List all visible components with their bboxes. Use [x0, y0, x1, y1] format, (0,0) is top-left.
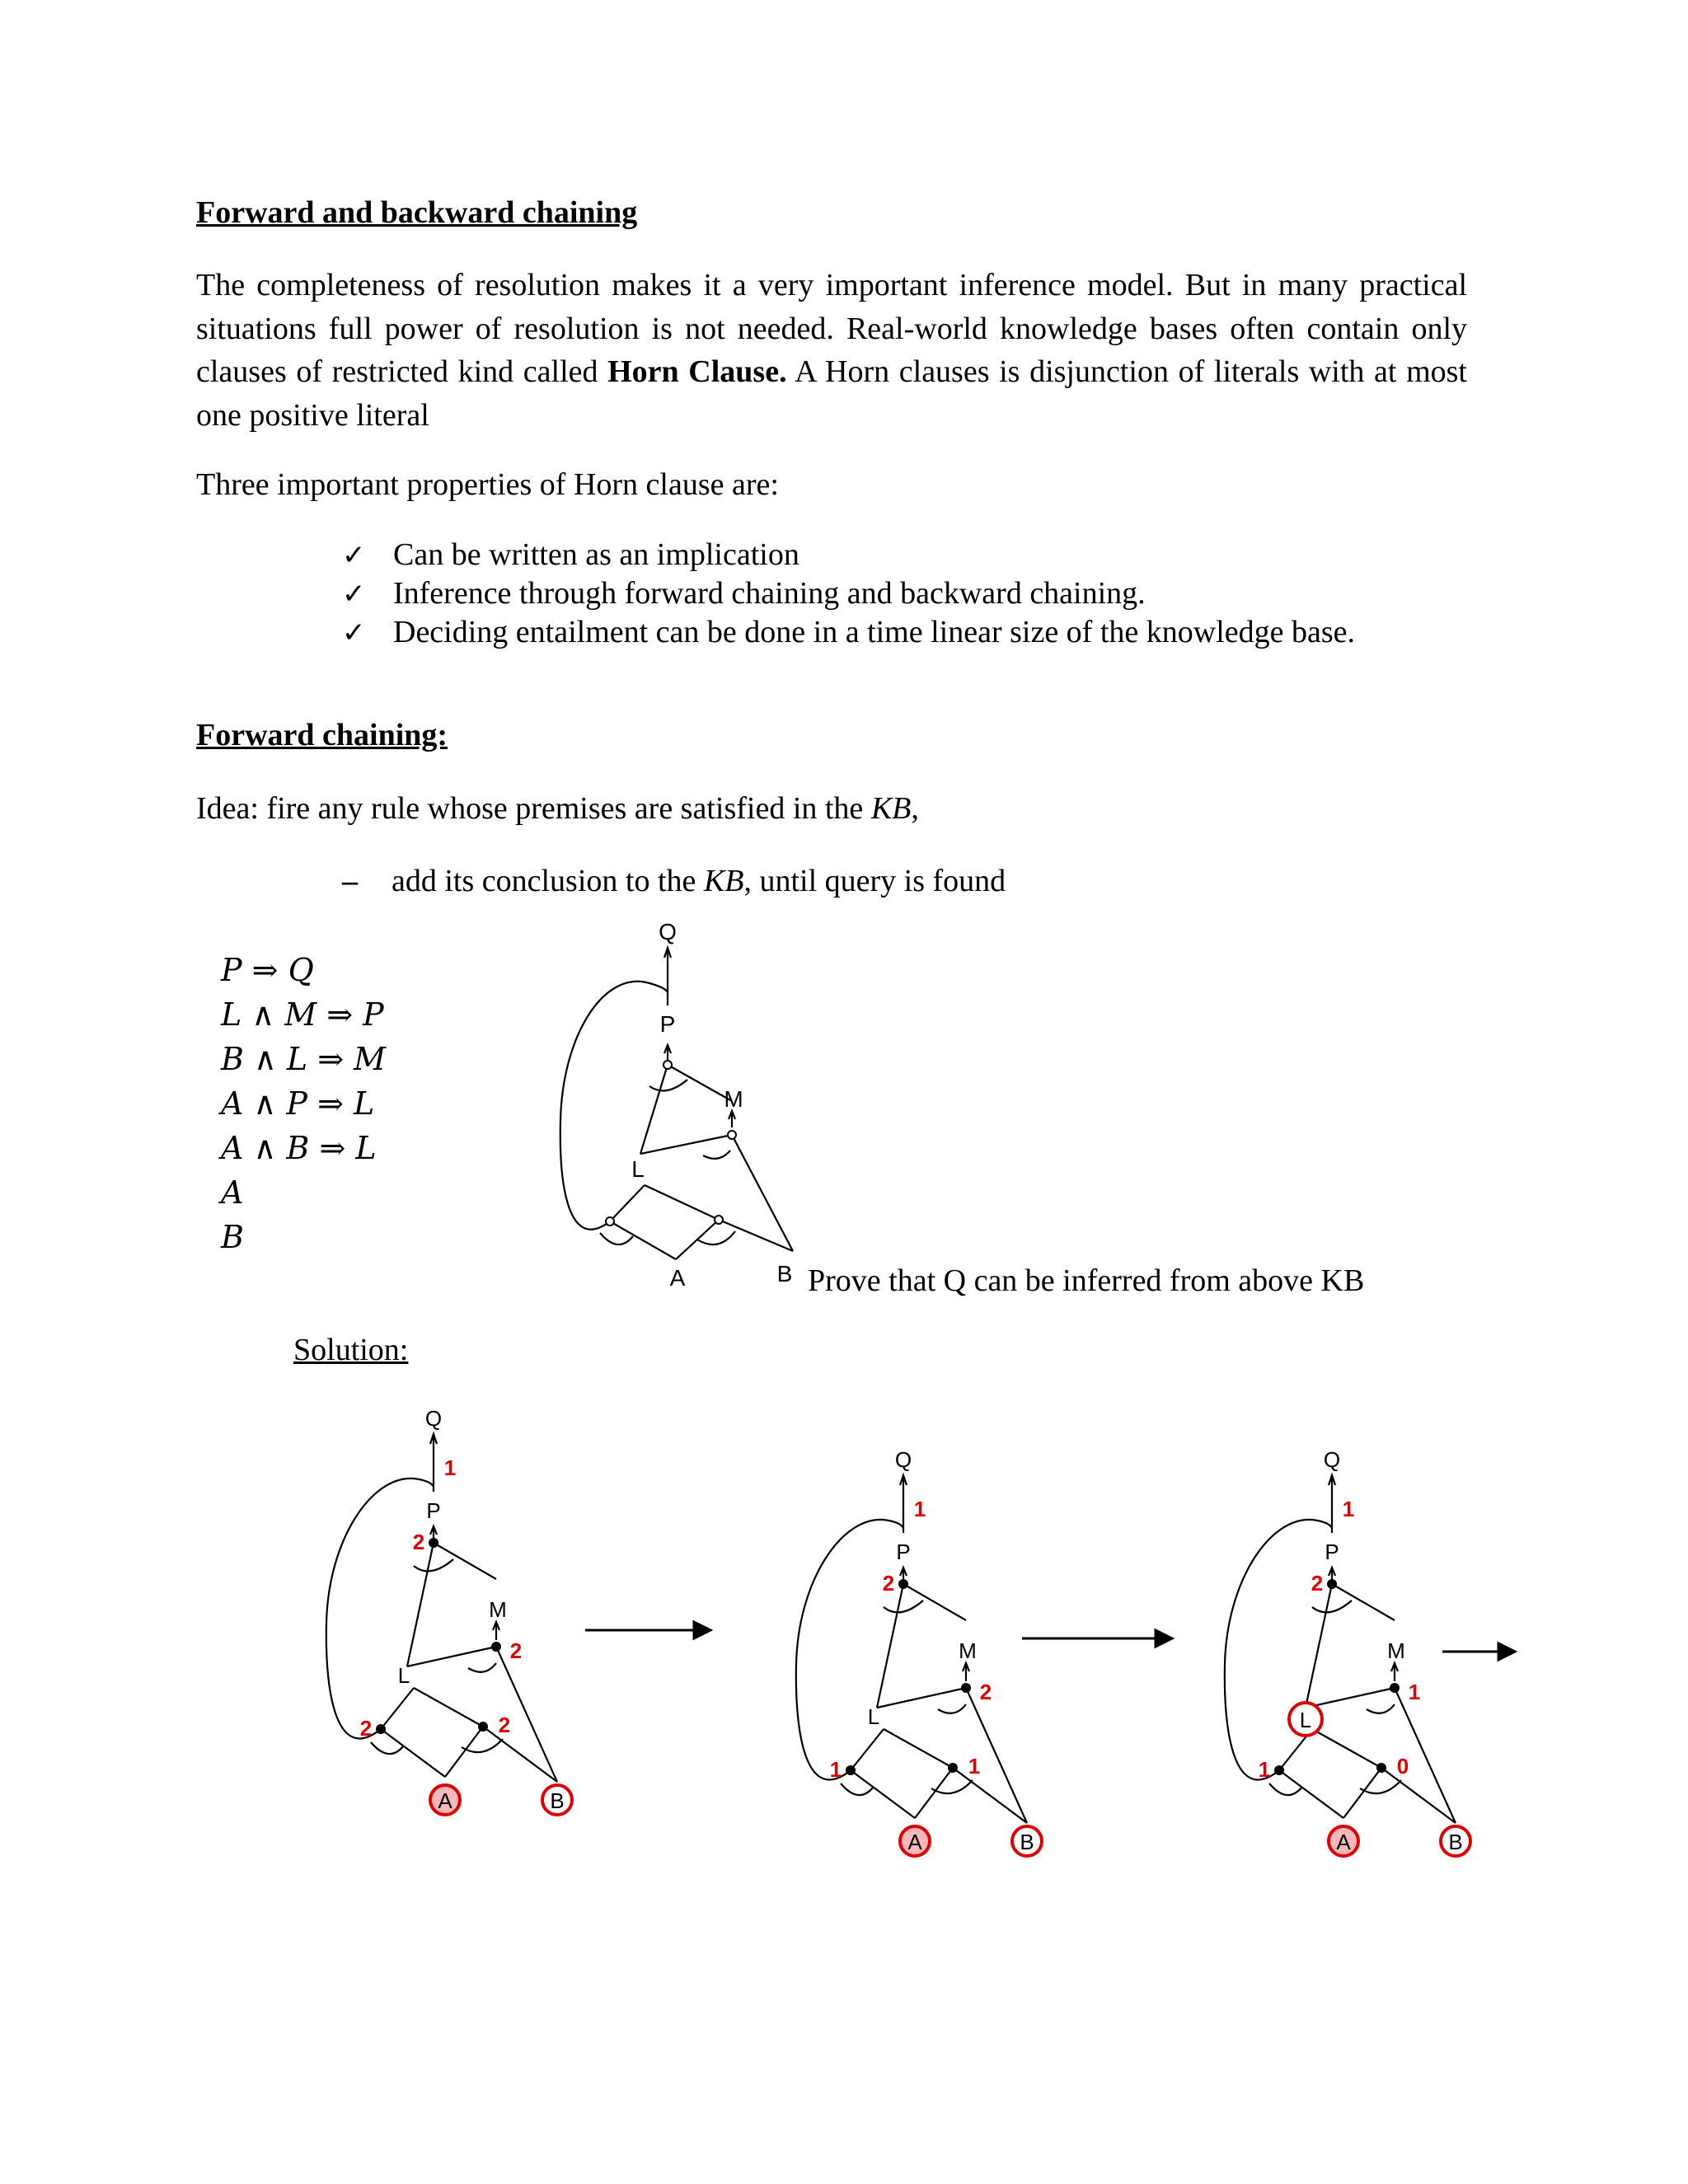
- idea-suffix: ,: [911, 791, 919, 826]
- bullet-suffix: , until query is found: [743, 864, 1006, 898]
- node-q: Q: [424, 1406, 443, 1431]
- count-ab-rule: 0: [1396, 1754, 1409, 1779]
- node-l: L: [397, 1663, 410, 1688]
- node-m: M: [724, 1086, 743, 1112]
- node-m: M: [1387, 1638, 1405, 1663]
- bullet-text: add its conclusion to the: [392, 864, 704, 898]
- count-p-rule: 2: [412, 1530, 425, 1554]
- node-b: B: [776, 1261, 793, 1286]
- arrow-1-head: [694, 1622, 710, 1638]
- node-l: L: [631, 1156, 645, 1182]
- kb-fact: B: [221, 1219, 244, 1255]
- node-b: B: [1448, 1830, 1463, 1854]
- node-l: L: [867, 1704, 880, 1729]
- node-p: P: [659, 1011, 676, 1037]
- count-p-rule: 2: [882, 1571, 895, 1596]
- count-p-rule: 2: [1311, 1571, 1324, 1596]
- dash-icon: –: [342, 864, 358, 898]
- count-ab-rule: 2: [498, 1713, 511, 1737]
- check-icon: ✓: [342, 616, 366, 649]
- check-icon: ✓: [342, 578, 366, 611]
- kb-rule: P ⇒ Q: [221, 952, 314, 988]
- property-text: Can be written as an implication: [393, 537, 799, 572]
- node-m: M: [959, 1638, 977, 1663]
- kb-rule: A ∧ P ⇒ L: [221, 1085, 375, 1122]
- idea-line: [196, 787, 919, 830]
- node-a: A: [438, 1788, 452, 1813]
- step-diagram-3: [1220, 1442, 1492, 1887]
- intro-bold-term: Horn Clause.: [607, 354, 787, 389]
- node-b: B: [1020, 1830, 1034, 1854]
- node-a: A: [1336, 1830, 1351, 1854]
- arrow-2-head: [1156, 1630, 1172, 1647]
- count-l-rule: 1: [829, 1757, 842, 1782]
- step-diagram-2: [791, 1442, 1063, 1887]
- node-q: Q: [659, 919, 677, 944]
- count-ab-rule: 1: [968, 1754, 981, 1779]
- solution-label: Solution:: [293, 1333, 409, 1367]
- count-m-rule: 2: [509, 1638, 523, 1663]
- main-heading: Forward and backward chaining: [196, 195, 638, 230]
- kb-fact: A: [221, 1174, 244, 1211]
- kb-rule: L ∧ M ⇒ P: [221, 996, 384, 1033]
- properties-intro: Three important properties of Horn clause are:: [196, 467, 779, 502]
- count-p-to-q: 1: [1342, 1497, 1355, 1521]
- intro-text-2: A Horn clauses is disjunction of literals with at most one positive literal: [196, 354, 1467, 433]
- properties-list: [342, 536, 1355, 652]
- node-m: M: [489, 1597, 507, 1622]
- node-p: P: [1325, 1540, 1339, 1564]
- node-p: P: [426, 1498, 441, 1523]
- kb-rules: [221, 948, 386, 1259]
- count-p-to-q: 1: [443, 1455, 457, 1480]
- idea-kb: KB: [870, 791, 912, 826]
- kb-rule: A ∧ B ⇒ L: [221, 1130, 377, 1166]
- count-m-rule: 2: [979, 1680, 992, 1704]
- kb-rule: B ∧ L ⇒ M: [221, 1041, 387, 1077]
- property-item: [342, 613, 1355, 652]
- prove-text: Prove that Q can be inferred from above KB: [808, 1263, 1365, 1298]
- intro-paragraph: [196, 264, 1467, 437]
- property-text: Deciding entailment can be done in a time linear size of the knowledge base.: [393, 615, 1356, 649]
- node-l: L: [1299, 1708, 1312, 1732]
- property-text: Inference through forward chaining and backward chaining.: [393, 576, 1146, 611]
- idea-text: Idea: fire any rule whose premises are satisfied in the: [196, 791, 871, 826]
- bullet-line: [342, 860, 1006, 902]
- check-icon: ✓: [342, 539, 366, 572]
- count-l-rule: 1: [1258, 1757, 1271, 1782]
- arrow-3-head: [1498, 1643, 1515, 1660]
- forward-heading: Forward chaining:: [196, 718, 448, 752]
- count-p-to-q: 1: [913, 1497, 926, 1521]
- node-q: Q: [1323, 1447, 1341, 1472]
- node-p: P: [896, 1540, 911, 1564]
- node-b: B: [550, 1788, 565, 1813]
- step-diagram-1: [321, 1401, 593, 1846]
- node-a: A: [907, 1830, 922, 1854]
- count-m-rule: 1: [1408, 1680, 1421, 1704]
- bullet-kb: KB: [703, 864, 744, 898]
- property-item: [342, 574, 1355, 613]
- intro-text-1: The completeness of resolution makes it a very important inference model. But in many practical situations full power of resolution is not needed. Real-world knowledge bases often contain only clauses of restricted kind called: [196, 268, 1467, 389]
- node-q: Q: [894, 1447, 912, 1472]
- node-a: A: [669, 1265, 686, 1291]
- count-l-rule: 2: [359, 1716, 373, 1741]
- property-item: [342, 536, 1355, 574]
- and-or-graph: [544, 907, 841, 1302]
